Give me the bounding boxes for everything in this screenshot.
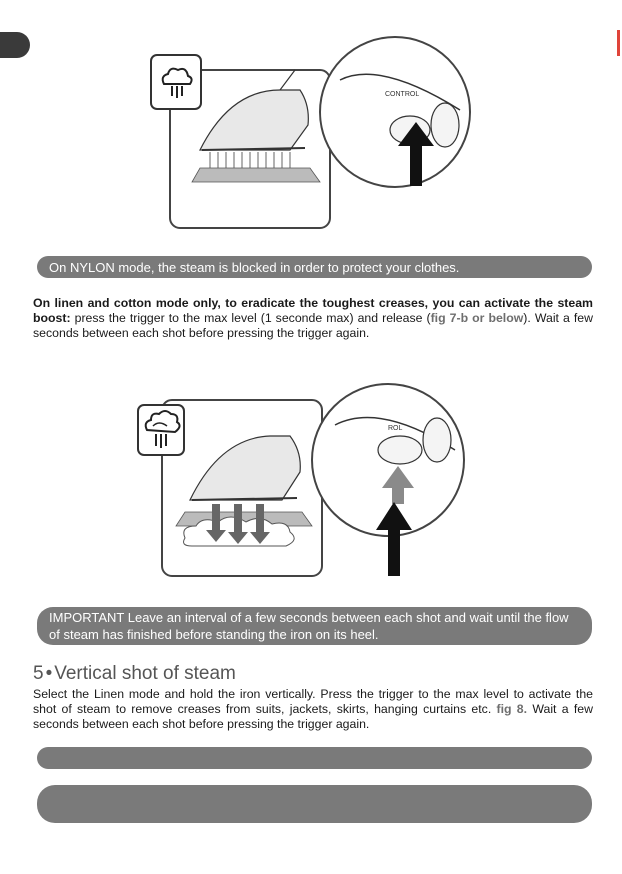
vertical-text-b: Wait a few seconds between each shot before pressing the trigger again.: [33, 702, 593, 731]
control-label: CONTROL: [385, 91, 420, 98]
empty-note-bar: [37, 747, 592, 769]
steam-cloud-icon: [150, 54, 202, 110]
boost-text-a: press the trigger to the max level (1 seconde max) and release (: [70, 311, 431, 325]
section-title: [33, 663, 236, 685]
section-bullet: •: [45, 663, 53, 684]
boost-lead: On linen and cotton mode only, to eradicate the toughest creases, you can activate the steam boost:: [33, 296, 593, 325]
important-note: IMPORTANT Leave an interval of a few seconds between each shot and wait until the flow of steam has finished before standing the iron on its heel.: [37, 607, 592, 645]
boost-figure-ref: fig 7-b or below: [430, 311, 524, 325]
vertical-text-a: Select the Linen mode and hold the iron vertically. Press the trigger to the max level to activate the shot of steam to remove creases from suits, jackets, skirts, hanging curtains etc.: [33, 687, 593, 716]
nylon-note: On NYLON mode, the steam is blocked in order to protect your clothes.: [37, 256, 592, 278]
vertical-steam-paragraph: [33, 687, 593, 732]
steam-boost-cloud-icon: [137, 404, 185, 456]
language-tab: [0, 32, 30, 58]
control-label-2: ROL: [388, 425, 403, 432]
page-edge-mark: [617, 30, 620, 56]
boost-text-b: ). Wait a few seconds between each shot before pressing the trigger again.: [33, 311, 593, 340]
empty-note-bar-2: [37, 785, 592, 823]
vertical-figure-ref: fig 8.: [496, 702, 528, 716]
steam-boost-paragraph: [33, 296, 593, 341]
section-title-text: Vertical shot of steam: [54, 663, 236, 684]
section-number: 5: [33, 663, 44, 684]
